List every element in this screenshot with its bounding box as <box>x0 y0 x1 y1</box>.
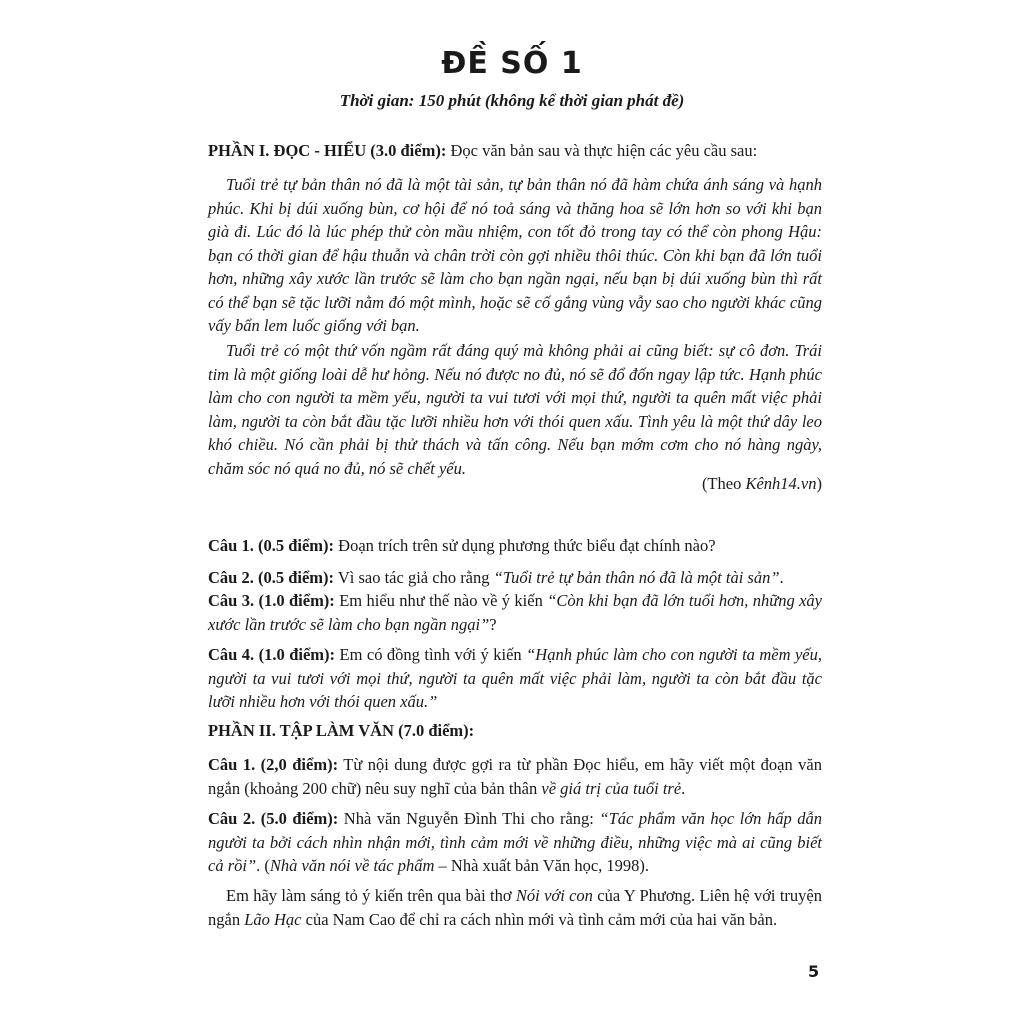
citation-title: Nhà văn nói về tác phẩm <box>269 856 435 875</box>
poem-title: Nói với con <box>515 886 593 905</box>
question-end: . <box>681 778 686 798</box>
question-label: Câu 2. (5.0 điểm): <box>208 809 339 828</box>
question-text: Em có đồng tình với ý kiến <box>335 645 527 664</box>
page-number: 5 <box>808 962 820 981</box>
question-text: Em hiểu như thế nào về ý kiến <box>334 591 548 610</box>
question-quote: “Tuổi trẻ tự bản thân nó đã là một tài sản” <box>493 568 780 587</box>
question-end: ? <box>489 614 497 634</box>
question-label: Câu 1. (0.5 điểm): <box>208 536 335 555</box>
question-label: Câu 3. (1.0 điểm): <box>208 591 335 610</box>
exam-duration: Thời gian: 150 phút (không kể thời gian phát đề) <box>339 91 685 110</box>
part1-instruction: Đọc văn bản sau và thực hiện các yêu cầu sau: <box>446 141 758 160</box>
story-title: Lão Hạc <box>244 909 302 929</box>
question-text: Đoạn trích trên sử dụng phương thức biểu đạt chính nào? <box>334 536 716 555</box>
reading-question-4 <box>208 643 822 714</box>
reading-question-1 <box>208 534 822 558</box>
exam-title: ĐỀ SỐ 1 <box>441 46 583 81</box>
task-text: Em hãy làm sáng tỏ ý kiến trên qua bài thơ <box>226 886 516 905</box>
passage-source <box>208 472 822 496</box>
question-text: Vì sao tác giả cho rằng <box>334 568 494 587</box>
question-end: . <box>779 568 784 587</box>
writing-question-1 <box>208 753 822 800</box>
part2-heading: PHẦN II. TẬP LÀM VĂN (7.0 điểm): <box>208 721 475 740</box>
source-prefix: (Theo <box>701 474 746 493</box>
question-topic: về giá trị của tuổi trẻ <box>541 778 682 798</box>
task-text: của Y Phương. Liên hệ với truyện ngắn <box>208 886 822 929</box>
question-text: Từ nội dung được gợi ra từ phần Đọc hiểu, em hãy viết một đoạn văn ngắn (khoảng 200 chữ) nêu suy nghĩ của bản thân <box>208 755 822 798</box>
source-name: Kênh14.vn <box>745 474 817 493</box>
writing-question-2 <box>208 807 822 878</box>
question-label: Câu 4. (1.0 điểm): <box>208 645 336 664</box>
source-suffix: ) <box>816 474 822 493</box>
passage-paragraph-1: Tuổi trẻ tự bản thân nó đã là một tài sản, tự bản thân nó đã hàm chứa ánh sáng và hạnh phúc. Khi bị dúi xuống bùn, cơ hội để nó toả sáng và thăng hoa sẽ lớn hơn so với khi bạn già đi. Lúc đó là lúc phép thử còn mầu nhiệm, con tốt đỏ trong tay có thể còn phong Hậu: bạn có thời gian để hậu thuẫn và chân trời còn gợi nhiều thôi thúc. Còn khi bạn đã lớn tuổi hơn, những xây xước lần trước sẽ làm cho bạn ngần ngại, nếu bạn bị dúi xuống bùn thì rất có thể bạn sẽ tặc lưỡi nằm đó một mình, hoặc sẽ cố gắng vùng vẫy sao cho người khác cũng vấy bẩn lem luốc giống với bạn. <box>208 175 822 335</box>
question-quote: “Tác phẩm văn học lớn hấp dẫn người ta bởi cách nhìn nhận mới, tình cảm mới về những điều, những việc mà ai cũng biết cả rồi” <box>208 809 822 875</box>
reading-question-3 <box>208 589 822 636</box>
question-label: Câu 1. (2,0 điểm): <box>208 755 339 774</box>
question-quote: “Hạnh phúc làm cho con người ta mềm yếu, người ta vui tươi với mọi thứ, người ta quên mất việc phải làm, người ta còn bắt đầu tặc lưỡi nhiều hơn với thói quen xấu.” <box>208 645 823 711</box>
reading-question-2 <box>208 566 822 590</box>
question-label: Câu 2. (0.5 điểm): <box>208 568 335 587</box>
question-text: Nhà văn Nguyễn Đình Thi cho rằng: <box>338 809 600 828</box>
citation-rest: – Nhà xuất bản Văn học, 1998). <box>434 856 650 875</box>
question-quote: “Còn khi bạn đã lớn tuổi hơn, những xây xước lần trước sẽ làm cho bạn ngần ngại” <box>208 591 823 634</box>
task-text: của Nam Cao để chỉ ra cách nhìn mới và tình cảm mới của hai văn bản. <box>301 909 778 929</box>
passage-paragraph-2: Tuổi trẻ có một thứ vốn ngầm rất đáng quý mà không phải ai cũng biết: sự cô đơn. Trái tim là một giống loài dễ hư hỏng. Nếu nó được no đủ, nó sẽ đổ đốn ngay lập tức. Hạnh phúc làm cho con người ta mềm yếu, người ta vui tươi với mọi thứ, người ta quên mất việc phải làm, người ta còn bắt đầu tặc lưỡi nhiều hơn với thói quen xấu. Tình yêu là một thứ dây leo khó chiều. Nó cần phải bị thử thách và tấn công. Nếu bạn mớm cơm cho nó hàng ngày, chăm sóc nó quá no đủ, nó sẽ chết yếu. <box>208 341 822 478</box>
citation-open: . ( <box>256 856 270 875</box>
part1-heading: PHẦN I. ĐỌC - HIỂU (3.0 điểm): <box>208 141 447 160</box>
writing-task <box>208 884 822 931</box>
part1-heading-line <box>208 139 822 163</box>
